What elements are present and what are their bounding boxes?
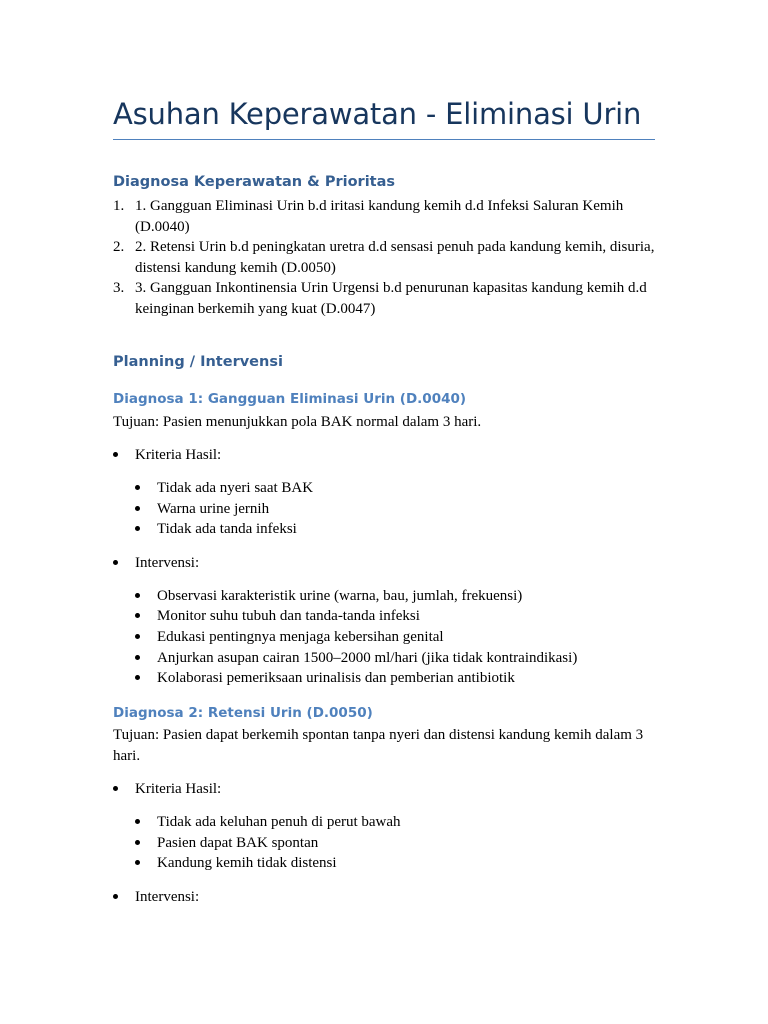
planning-heading: Planning / Intervensi xyxy=(113,354,283,370)
bullet-icon xyxy=(135,526,140,531)
title-underline xyxy=(113,139,655,140)
bullet-icon xyxy=(113,560,118,565)
list-item: Kolaborasi pemeriksaan urinalisis dan pemberian antibiotik xyxy=(135,668,515,689)
list-item: Tidak ada nyeri saat BAK xyxy=(135,478,313,499)
bullet-icon xyxy=(135,613,140,618)
diagnosa-item-1 xyxy=(113,196,655,237)
list-item: Tidak ada tanda infeksi xyxy=(135,519,297,540)
diagnosa-item-text: 2. Retensi Urin b.d peningkatan uretra d.d sensasi penuh pada kandung kemih, disuria, distensi kandung kemih (D.0050) xyxy=(135,239,655,276)
diagnosa-item-text: 1. Gangguan Eliminasi Urin b.d iritasi kandung kemih d.d Infeksi Saluran Kemih (D.0040) xyxy=(135,198,624,235)
diagnosa1-intervensi-label: Intervensi: xyxy=(113,553,199,574)
list-item: Monitor suhu tubuh dan tanda-tanda infeksi xyxy=(135,606,420,627)
list-item: Pasien dapat BAK spontan xyxy=(135,833,318,854)
bullet-icon xyxy=(135,860,140,865)
diagnosa-item-3 xyxy=(113,278,655,319)
diagnosa-item-number: 1. xyxy=(113,198,125,214)
bullet-icon xyxy=(113,894,118,899)
diagnosa2-tujuan: Tujuan: Pasien dapat berkemih spontan tanpa nyeri dan distensi kandung kemih dalam 3 hari. xyxy=(113,727,644,764)
diagnosa-heading: Diagnosa Keperawatan & Prioritas xyxy=(113,174,396,190)
list-item: Anjurkan asupan cairan 1500–2000 ml/hari (jika tidak kontraindikasi) xyxy=(135,648,577,669)
document-title: Asuhan Keperawatan - Eliminasi Urin xyxy=(113,97,642,131)
bullet-icon xyxy=(135,485,140,490)
diagnosa2-heading: Diagnosa 2: Retensi Urin (D.0050) xyxy=(113,705,373,721)
list-item: Tidak ada keluhan penuh di perut bawah xyxy=(135,812,401,833)
diagnosa1-kriteria-label: Kriteria Hasil: xyxy=(113,445,221,466)
bullet-icon xyxy=(135,819,140,824)
bullet-icon xyxy=(113,786,118,791)
list-item: Warna urine jernih xyxy=(135,499,269,520)
list-item: Edukasi pentingnya menjaga kebersihan genital xyxy=(135,627,444,648)
diagnosa1-tujuan: Tujuan: Pasien menunjukkan pola BAK normal dalam 3 hari. xyxy=(113,414,482,430)
diagnosa1-heading: Diagnosa 1: Gangguan Eliminasi Urin (D.0040) xyxy=(113,391,467,407)
bullet-icon xyxy=(113,452,118,457)
list-item: Observasi karakteristik urine (warna, bau, jumlah, frekuensi) xyxy=(135,586,522,607)
diagnosa-item-text: 3. Gangguan Inkontinensia Urin Urgensi b.d penurunan kapasitas kandung kemih d.d keinginan berkemih yang kuat (D.0047) xyxy=(135,280,647,317)
diagnosa-item-number: 3. xyxy=(113,280,125,296)
bullet-icon xyxy=(135,655,140,660)
diagnosa-item-2 xyxy=(113,237,655,278)
diagnosa2-intervensi-label: Intervensi: xyxy=(113,887,199,908)
list-item: Kandung kemih tidak distensi xyxy=(135,853,337,874)
bullet-icon xyxy=(135,593,140,598)
diagnosa2-kriteria-label: Kriteria Hasil: xyxy=(113,779,221,800)
bullet-icon xyxy=(135,675,140,680)
bullet-icon xyxy=(135,840,140,845)
diagnosa-item-number: 2. xyxy=(113,239,125,255)
bullet-icon xyxy=(135,634,140,639)
bullet-icon xyxy=(135,506,140,511)
